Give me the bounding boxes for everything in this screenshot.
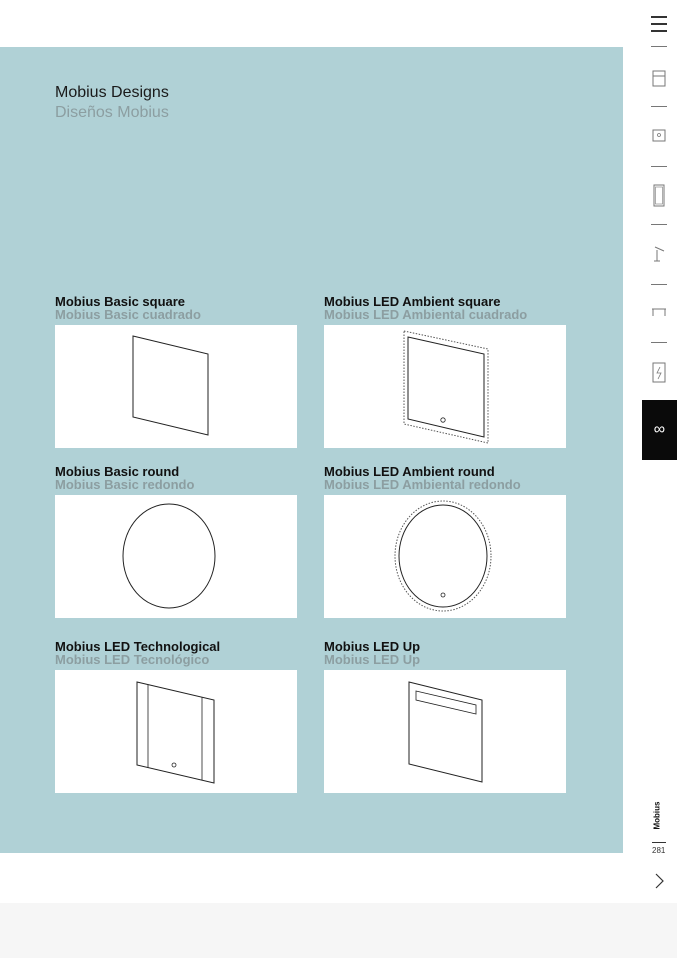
product-card-led-up[interactable] [324, 670, 566, 793]
product-card-ambient-round[interactable] [324, 495, 566, 618]
product-name-es: Mobius LED Ambiental redondo [324, 477, 521, 492]
sidebar-divider [651, 224, 667, 225]
heater-icon[interactable] [649, 360, 669, 384]
menu-icon[interactable] [651, 16, 667, 32]
product-name-en: Mobius Basic square [55, 294, 186, 309]
product-name-en: Mobius LED Up [324, 639, 421, 654]
page-title: Mobius Designs [55, 84, 169, 101]
round-basic-icon [55, 495, 297, 618]
product-name-es: Mobius Basic cuadrado [55, 307, 201, 322]
section-divider [652, 842, 666, 843]
page-subtitle: Diseños Mobius [55, 104, 169, 121]
bench-icon[interactable] [649, 300, 669, 324]
product-name-en: Mobius LED Ambient square [324, 294, 501, 309]
sidebar-divider [651, 166, 667, 167]
product-card-ambient-square[interactable] [324, 325, 566, 448]
product-name-es: Mobius Basic redondo [55, 477, 195, 492]
column-icon[interactable] [649, 183, 669, 207]
infinity-icon: ∞ [653, 421, 666, 438]
round-ambient-icon [324, 495, 566, 618]
product-card-basic-round[interactable] [55, 495, 297, 618]
sidebar-item-mirrors-active[interactable] [642, 400, 677, 460]
product-card-technological[interactable] [55, 670, 297, 793]
product-card-basic-square[interactable] [55, 325, 297, 448]
product-name-es: Mobius LED Ambiental cuadrado [324, 307, 528, 322]
sidebar-divider [651, 46, 667, 47]
product-name-en: Mobius Basic round [55, 464, 180, 479]
product-name-es: Mobius LED Up [324, 652, 421, 667]
product-name-en: Mobius LED Ambient round [324, 464, 495, 479]
sidebar-divider [651, 284, 667, 285]
product-name-en: Mobius LED Technological [55, 639, 221, 654]
square-ambient-icon [324, 325, 566, 448]
product-name-es: Mobius LED Tecnológico [55, 652, 210, 667]
washbasin-icon[interactable] [649, 123, 669, 147]
section-label-text: Mobius [652, 801, 662, 830]
technological-icon [55, 670, 297, 793]
square-basic-icon [55, 325, 297, 448]
led-up-icon [324, 670, 566, 793]
cabinet-icon[interactable] [649, 66, 669, 90]
sidebar-divider [651, 342, 667, 343]
section-label [650, 800, 664, 836]
sidebar-divider [651, 106, 667, 107]
faucet-icon[interactable] [649, 241, 669, 265]
page-number: 281 [652, 846, 666, 855]
chevron-right-icon[interactable] [652, 872, 666, 890]
footer-band [0, 903, 677, 958]
